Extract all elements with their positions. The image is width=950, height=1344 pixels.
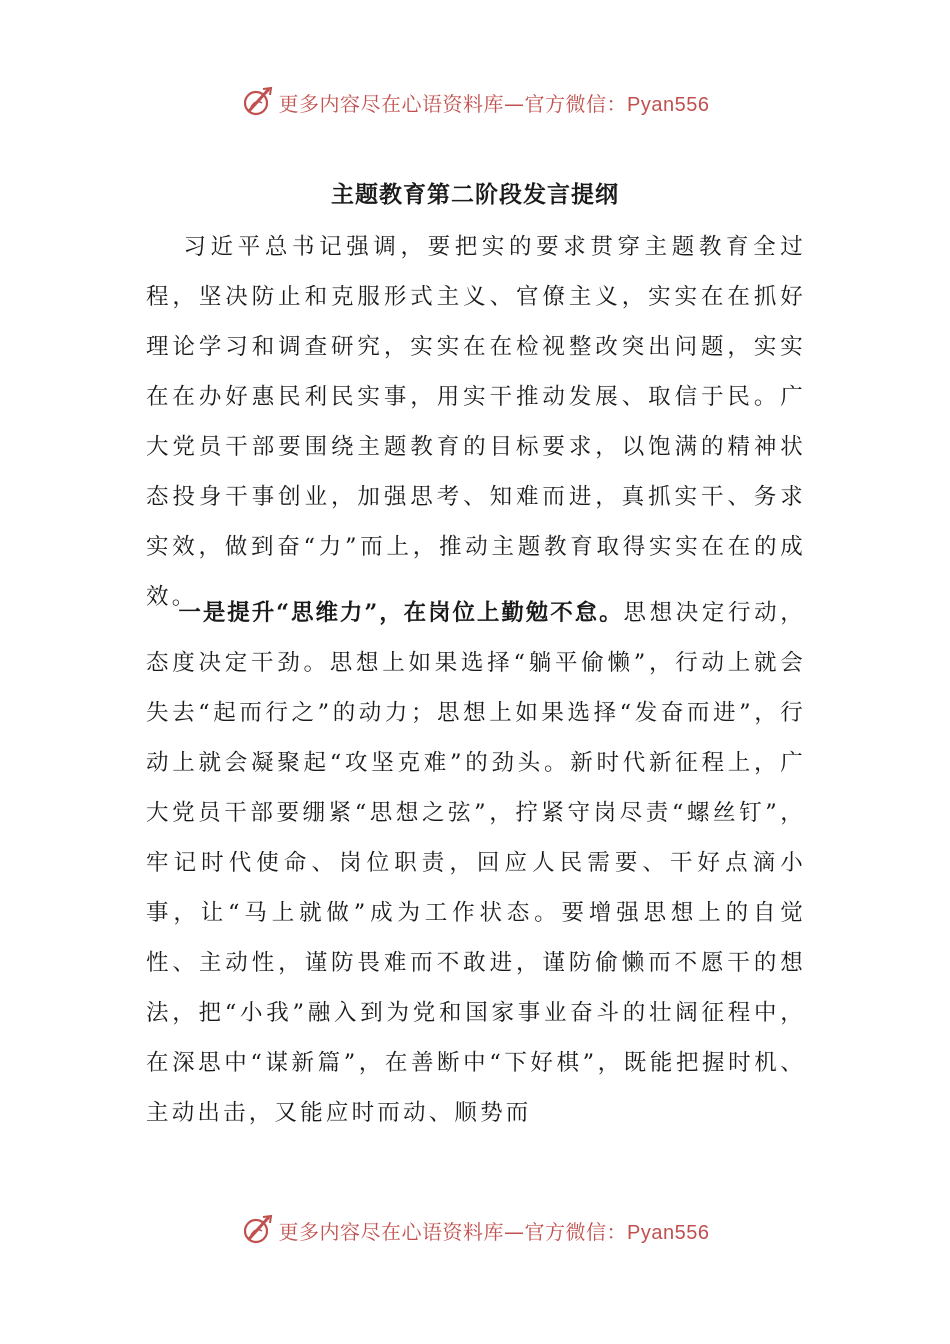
paragraph-point-one-body: 思想决定行动，态度决定干劲。思想上如果选择“躺平偷懒”，行动上就会失去“起而行之”的动力；思想上如果选择“发奋而进”，行动上就会凝聚起“攻坚克难”的劲头。新时代新征程上，广大党员干部要绷紧“思想之弦”，拧紧守岗尽责“螺丝钉”，牢记时代使命、岗位职责，回应人民需要、干好点滴小事，让“马上就做”成为工作状态。要增强思想上的自觉性、主动性，谨防畏难而不敢进，谨防偷懒而不愿干的想法，把“小我”融入到为党和国家事业奋斗的壮阔征程中，在深思中“谋新篇”，在善断中“下好棋”，既能把握时机、主动出击，又能应时而动、顺势而 [146,600,807,1126]
footer-banner-id: Pyan556 [627,1221,710,1244]
pen-logo-icon [241,1213,275,1247]
header-banner-id: Pyan556 [627,93,710,116]
paragraph-point-one-lead: 一是提升“思维力”，在岗位上勤勉不怠。 [178,600,624,626]
paragraph-intro-text: 习近平总书记强调，要把实的要求贯穿主题教育全过程，坚决防止和克服形式主义、官僚主义，实实在在抓好理论学习和调查研究，实实在在检视整改突出问题，实实在在办好惠民利民实事，用实干推动发展、取信于民。广大党员干部要围绕主题教育的目标要求，以饱满的精神状态投身干事创业，加强思考、知难而进，真抓实干、务求实效，做到奋“力”而上，推动主题教育取得实实在在的成效。 [146,234,806,610]
paragraph-intro [146,222,806,622]
footer-banner-text: 更多内容尽在心语资料库—官方微信：Pyan556 [278,1219,710,1244]
footer-banner [0,1210,950,1250]
header-banner-text: 更多内容尽在心语资料库—官方微信：Pyan556 [278,91,710,116]
document-title: 主题教育第二阶段发言提纲 [331,181,619,208]
paragraph-point-one [146,588,806,1138]
pen-logo-icon [241,85,275,119]
header-banner [0,82,950,122]
